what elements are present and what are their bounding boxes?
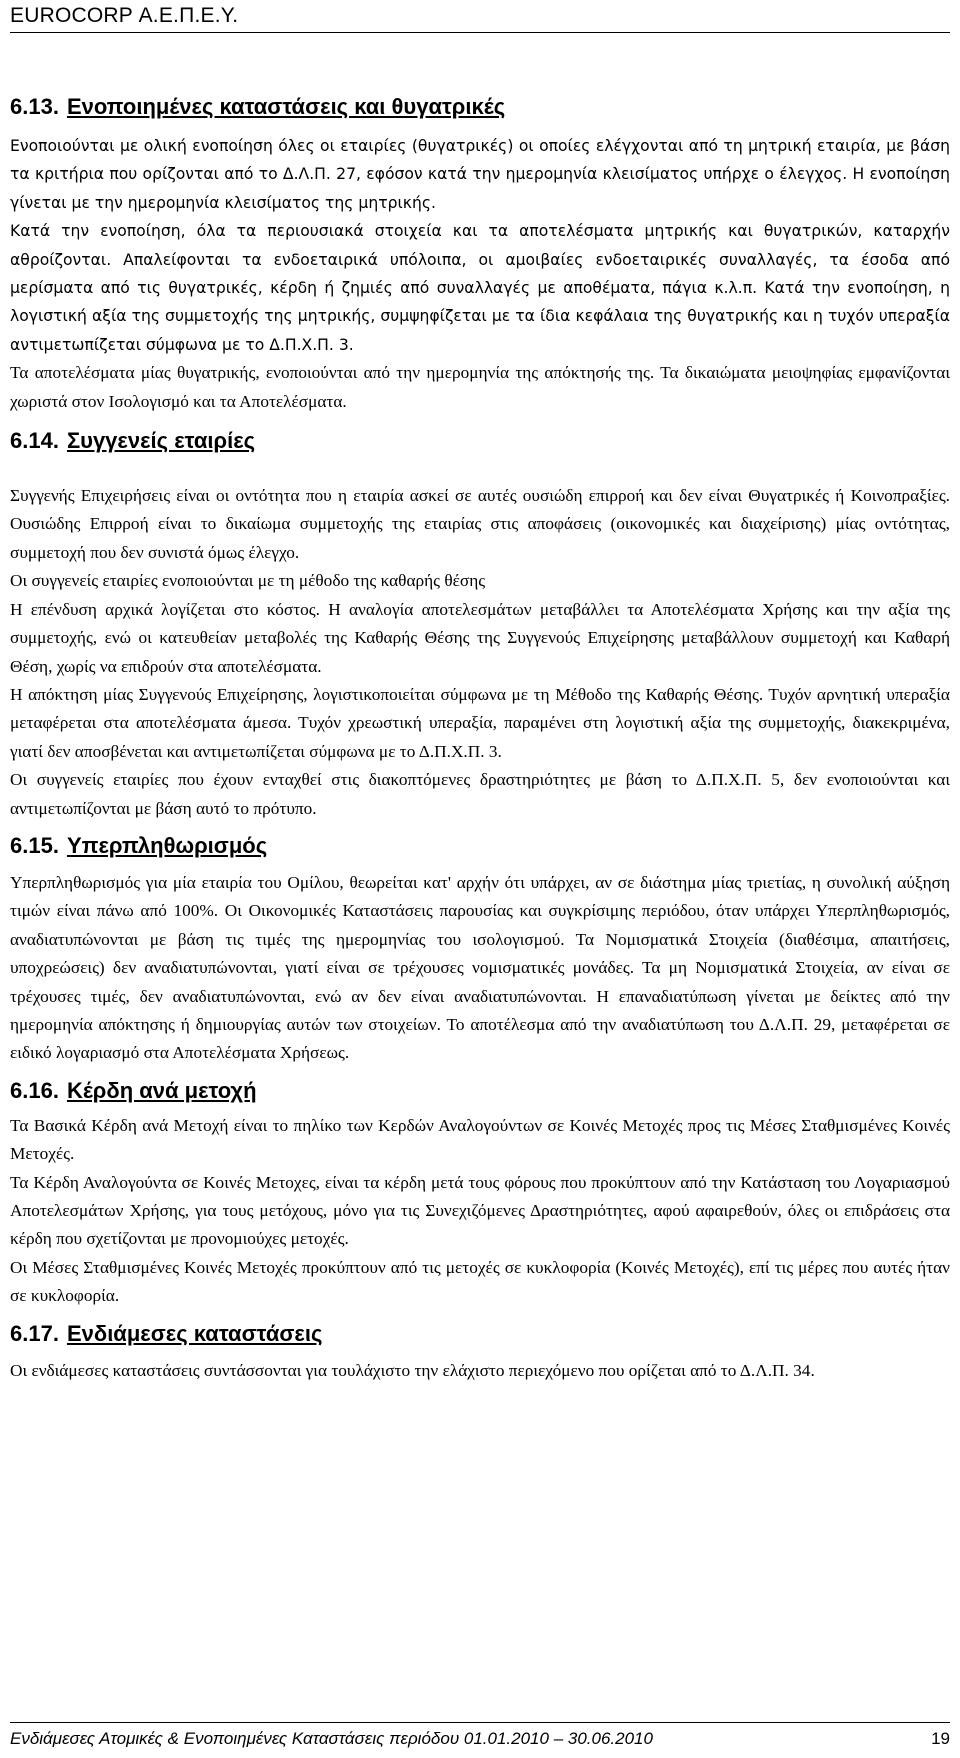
header-title: EUROCORP Α.Ε.Π.Ε.Υ. (10, 4, 239, 27)
paragraph: Κατά την ενοποίηση, όλα τα περιουσιακά στοιχεία και τα αποτελέσματα μητρικής και θυγατρικών, καταρχήν αθροίζονται. Απαλείφονται τα ενδοεταιρικά υπόλοιπα, οι αμοιβαίες ενδοεταιρικές συναλλαγές, τα έσοδα από μερίσματα από τις θυγατρικές, κέρδη ή ζημιές από συναλλαγές με αποθέματα, πάγια κ.λ.π. Κατά την ενοποίηση, η λογιστική αξία της συμμετοχής της μητρικής, συμψηφίζεται με τα ίδια κεφάλαια της θυγατρικής και η τυχόν υπεραξία αντιμετωπίζεται σύμφωνα με το Δ.Π.Χ.Π. 3. (10, 222, 950, 354)
section-heading: 6.14. Συγγενείς εταιρίες (10, 428, 256, 454)
paragraph: Οι ενδιάμεσες καταστάσεις συντάσσονται για τουλάχιστο την ελάχιστο περιεχόμενο που ορίζεται από το Δ.Λ.Π. 34. (10, 1360, 815, 1380)
section-heading: 6.17. Ενδιάμεσες καταστάσεις (10, 1320, 323, 1346)
footer-text: Ενδιάμεσες Ατομικές & Ενοποιημένες Καταστάσεις περιόδου 01.01.2010 – 30.06.2010 (10, 1729, 653, 1748)
section-6-16 (10, 1076, 950, 1311)
paragraph: Η επένδυση αρχικά λογίζεται στο κόστος. Η αναλογία αποτελεσμάτων μεταβάλλει τα Αποτελέσματα Χρήσης και την αξία της συμμετοχής, ενώ οι κατευθείαν μεταβολές της Καθαρής Θέσης της Συγγενούς Επιχείρησης μεταβάλλουν συμμετοχή και Καθαρή Θέση, χωρίς να επιδρούν στα αποτελέσματα. (10, 599, 950, 676)
paragraph: Τα αποτελέσματα μίας θυγατρικής, ενοποιούνται από την ημερομηνία της απόκτησής της. Τα δικαιώματα μειοψηφίας εμφανίζονται χωριστά στον Ισολογισμό και τα Αποτελέσματα. (10, 363, 950, 411)
paragraph: Ενοποιούνται με ολική ενοποίηση όλες οι εταιρίες (θυγατρικές) οι οποίες ελέγχονται από τη μητρική εταιρία, με βάση τα κριτήρια που ορίζονται από το Δ.Λ.Π. 27, εφόσον κατά την ημερομηνία κλεισίματος υπήρχε ο έλεγχος. Η ενοποίηση γίνεται με την ημερομηνία κλεισίματος της μητρικής. (10, 137, 950, 212)
section-6-15 (10, 831, 950, 1068)
page-footer (10, 1722, 950, 1749)
page-header (10, 2, 950, 33)
document-body (10, 92, 950, 1385)
paragraph: Τα Κέρδη Αναλογούντα σε Κοινές Μετοχες, είναι τα κέρδη μετά τους φόρους που προκύπτουν από την Κατάσταση του Λογαριασμού Αποτελεσμάτων Χρήσης, για τους μετόχους, μόνο για τις Συνεχιζόμενες Δραστηριότητες, αφού αφαιρεθούν, όλες οι επιδράσεις στα κέρδη που σχετίζονται με προνομιούχες μετοχές. (10, 1172, 950, 1249)
paragraph: Υπερπληθωρισμός για μία εταιρία του Ομίλου, θεωρείται κατ' αρχήν ότι υπάρχει, αν σε διάστημα μίας τριετίας, η συνολική αύξηση τιμών είναι πάνω από 100%. Οι Οικονομικές Καταστάσεις παρουσίας και συγκρίσιμης περιόδου, όταν υπάρχει Υπερπληθωρισμός, αναδιατυπώνονται με βάση τις τιμές της ημερομηνίας του ισολογισμού. Τα Νομισματικά Στοιχεία (διαθέσιμα, απαιτήσεις, υποχρεώσεις) δεν αναδιατυπώνονται, γιατί είναι σε τρέχουσες νομισματικές μονάδες. Τα μη Νομισματικά Στοιχεία, αν είναι σε τρέχουσες τιμές, δεν αναδιατυπώνονται, ενώ αν δεν είναι αναδιατυπώνονται. Η επαναδιατύπωση γίνεται με δείκτες από την ημερομηνία απόκτησης ή δημιουργίας αυτών των στοιχείων. Το αποτέλεσμα από την αναδιατύπωση του Δ.Λ.Π. 29, μεταφέρεται σε ειδικό λογαριασμό στα Αποτελέσματα Χρήσεως. (10, 872, 950, 1063)
section-6-14 (10, 426, 950, 823)
page-number: 19 (931, 1729, 950, 1748)
section-heading: 6.13. Ενοποιημένες καταστάσεις και θυγατρικές (10, 94, 506, 119)
section-6-17 (10, 1319, 950, 1385)
paragraph: Τα Βασικά Κέρδη ανά Μετοχή είναι το πηλίκο των Κερδών Αναλογούντων σε Κοινές Μετοχές προς τις Μέσες Σταθμισμένες Κοινές Μετοχές. (10, 1115, 950, 1164)
paragraph: Οι Μέσες Σταθμισμένες Κοινές Μετοχές προκύπτουν από τις μετοχές σε κυκλοφορία (Κοινές Μετοχές), επί τις μέρες που αυτές ήταν σε κυκλοφορία. (10, 1257, 950, 1306)
paragraph: Οι συγγενείς εταιρίες ενοποιούνται με τη μέθοδο της καθαρής θέσης (10, 571, 486, 591)
paragraph: Η απόκτηση μίας Συγγενούς Επιχείρησης, λογιστικοποιείται σύμφωνα με τη Μέθοδο της Καθαρής Θέσης. Τυχόν αρνητική υπεραξία μεταφέρεται στα αποτελέσματα άμεσα. Τυχόν χρεωστική υπεραξία, παραμένει στη λογιστική αξία της συμμετοχής, διακεκριμένα, γιατί δεν αποσβένεται και αντιμετωπίζεται σύμφωνα με το Δ.Π.Χ.Π. 3. (10, 684, 950, 761)
paragraph: Συγγενής Επιχειρήσεις είναι οι οντότητα που η εταιρία ασκεί σε αυτές ουσιώδη επιρροή και δεν είναι Θυγατρικές ή Κοινοπραξίες. Ουσιώδης Επιρροή είναι το δικαίωμα συμμετοχής της εταιρίας στις αποφάσεις (οικονομικές και διαχείρισης) μίας οντότητας, συμμετοχή που δεν συνιστά όμως έλεγχο. (10, 486, 950, 562)
section-heading: 6.15. Υπερπληθωρισμός (10, 832, 268, 858)
section-heading: 6.16. Κέρδη ανά μετοχή (10, 1077, 257, 1103)
section-6-13 (10, 92, 950, 416)
paragraph: Οι συγγενείς εταιρίες που έχουν ενταχθεί στις διακοπτόμενες δραστηριότητες με βάση το Δ.Π.Χ.Π. 5, δεν ενοποιούνται και αντιμετωπίζονται με βάση αυτό το πρότυπο. (10, 770, 950, 818)
